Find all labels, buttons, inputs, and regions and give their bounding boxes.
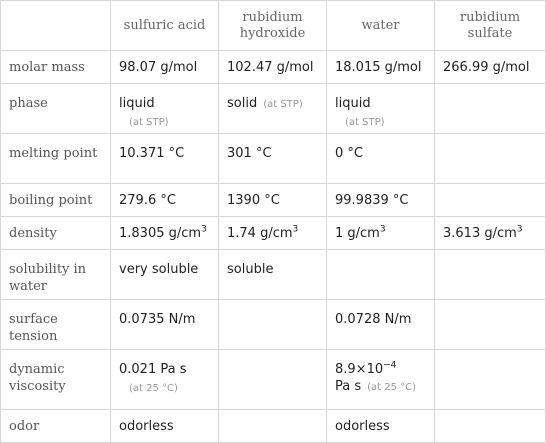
cell-boiling-point-rubidium-hydroxide: 1390 °C: [219, 184, 327, 217]
cell-viscosity-rubidium-hydroxide: [219, 350, 327, 410]
viscosity-condition-note: (at 25 °C): [367, 382, 417, 393]
cell-viscosity-water: [327, 350, 435, 410]
cell-density-rubidium-hydroxide: [219, 217, 327, 250]
cell-odor-sulfuric-acid: odorless: [111, 410, 219, 443]
density-value: 3.613 g/cm: [443, 226, 517, 241]
row-dynamic-viscosity: [1, 350, 546, 410]
phase-value: liquid: [119, 96, 155, 111]
cell-phase-rubidium-hydroxide: [219, 84, 327, 134]
row-label-odor: odor: [1, 410, 111, 443]
row-label-molar-mass: molar mass: [1, 51, 111, 84]
density-exponent: 3: [292, 224, 299, 235]
header-empty-cell: [1, 1, 111, 51]
cell-surface-tension-rubidium-sulfate: [435, 300, 546, 350]
cell-molar-mass-sulfuric-acid: 98.07 g/mol: [111, 51, 219, 84]
column-header-rubidium-hydroxide: rubidium hydroxide: [219, 1, 327, 51]
cell-solubility-sulfuric-acid: very soluble: [111, 250, 219, 300]
cell-odor-rubidium-sulfate: [435, 410, 546, 443]
viscosity-condition-note: (at 25 °C): [129, 383, 178, 394]
cell-boiling-point-sulfuric-acid: 279.6 °C: [111, 184, 219, 217]
cell-solubility-rubidium-sulfate: [435, 250, 546, 300]
cell-phase-water: [327, 84, 435, 134]
row-boiling-point: [1, 184, 546, 217]
cell-molar-mass-rubidium-sulfate: 266.99 g/mol: [435, 51, 546, 84]
density-value: 1.8305 g/cm: [119, 226, 202, 241]
phase-condition-note: (at STP): [345, 117, 385, 128]
cell-viscosity-rubidium-sulfate: [435, 350, 546, 410]
cell-molar-mass-rubidium-hydroxide: 102.47 g/mol: [219, 51, 327, 84]
density-exponent: 3: [379, 224, 386, 235]
density-value: 1.74 g/cm: [227, 226, 293, 241]
cell-surface-tension-water: 0.0728 N/m: [327, 300, 435, 350]
cell-solubility-rubidium-hydroxide: soluble: [219, 250, 327, 300]
row-odor: [1, 410, 546, 443]
row-surface-tension: [1, 300, 546, 350]
viscosity-value: 0.021 Pa s: [119, 362, 187, 377]
column-header-rubidium-sulfate: rubidium sulfate: [435, 1, 546, 51]
row-label-melting-point: melting point: [1, 134, 111, 184]
cell-odor-rubidium-hydroxide: [219, 410, 327, 443]
cell-melting-point-water: 0 °C: [327, 134, 435, 184]
phase-condition-note: (at STP): [129, 117, 169, 128]
cell-melting-point-rubidium-sulfate: [435, 134, 546, 184]
density-exponent: 3: [201, 224, 207, 235]
viscosity-unit: Pa s: [335, 379, 362, 394]
cell-surface-tension-sulfuric-acid: 0.0735 N/m: [111, 300, 219, 350]
cell-density-sulfuric-acid: [111, 217, 219, 250]
row-melting-point: [1, 134, 546, 184]
cell-boiling-point-rubidium-sulfate: [435, 184, 546, 217]
row-label-phase: phase: [1, 84, 111, 134]
cell-density-water: [327, 217, 435, 250]
row-label-boiling-point: boiling point: [1, 184, 111, 217]
column-header-water: water: [327, 1, 435, 51]
column-header-sulfuric-acid: sulfuric acid: [111, 1, 219, 51]
row-solubility: [1, 250, 546, 300]
cell-melting-point-sulfuric-acid: 10.371 °C: [111, 134, 219, 184]
cell-solubility-water: [327, 250, 435, 300]
density-value: 1 g/cm: [335, 226, 380, 241]
row-label-density: density: [1, 217, 111, 250]
cell-surface-tension-rubidium-hydroxide: [219, 300, 327, 350]
cell-melting-point-rubidium-hydroxide: 301 °C: [219, 134, 327, 184]
row-density: [1, 217, 546, 250]
cell-phase-rubidium-sulfate: [435, 84, 546, 134]
phase-condition-note: (at STP): [263, 99, 303, 110]
density-exponent: 3: [516, 224, 523, 235]
cell-boiling-point-water: 99.9839 °C: [327, 184, 435, 217]
phase-value: liquid: [335, 96, 371, 111]
phase-value: solid: [227, 96, 258, 111]
viscosity-mantissa: 8.9×10: [335, 362, 384, 377]
row-phase: [1, 84, 546, 134]
cell-odor-water: odorless: [327, 410, 435, 443]
row-molar-mass: [1, 51, 546, 84]
cell-phase-sulfuric-acid: [111, 84, 219, 134]
cell-molar-mass-water: 18.015 g/mol: [327, 51, 435, 84]
cell-density-rubidium-sulfate: [435, 217, 546, 250]
cell-viscosity-sulfuric-acid: [111, 350, 219, 410]
row-label-surface-tension: surface tension: [1, 300, 111, 350]
row-label-solubility: solubility in water: [1, 250, 111, 300]
row-label-dynamic-viscosity: dynamic viscosity: [1, 350, 111, 410]
viscosity-exponent: −4: [383, 360, 397, 371]
